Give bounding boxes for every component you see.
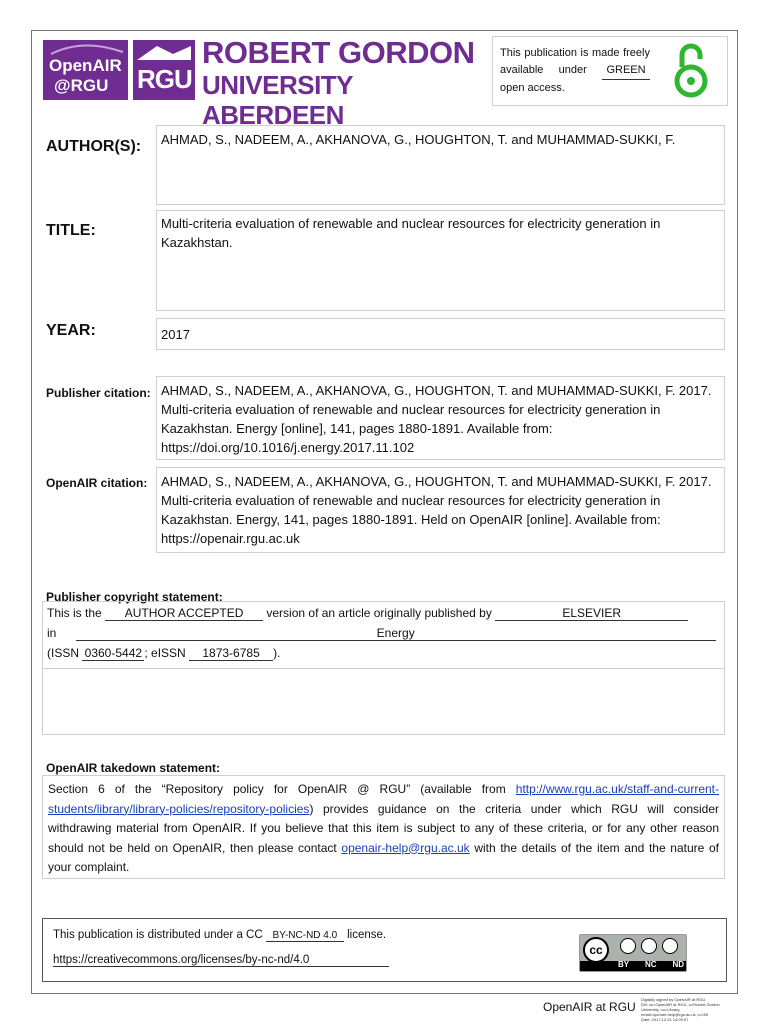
signature-line: email=openair-help@rgu.ac.uk, c=GB <box>641 1012 708 1017</box>
copyright-version: AUTHOR ACCEPTED <box>105 606 263 621</box>
policy-link[interactable]: http://www.rgu.ac.uk/staff-and-current-students/library/library-policies/repository-policies <box>48 782 719 816</box>
takedown-heading: OpenAIR takedown statement: <box>46 761 221 775</box>
year-label: YEAR: <box>46 322 96 339</box>
takedown-box <box>42 775 725 879</box>
nd-equals-icon <box>662 938 678 954</box>
university-line1: ROBERT GORDON <box>202 35 475 70</box>
signature-line: Digitally signed by OpenAIR at RGU <box>641 997 706 1002</box>
copyright-publisher: ELSEVIER <box>495 606 688 621</box>
openair-citation-box <box>156 467 725 553</box>
year-value: 2017 <box>161 327 190 342</box>
access-text-2: open access. <box>500 82 565 94</box>
copyright-text-eissn: ; eISSN <box>144 646 186 660</box>
takedown-text-2: ) provides guidance on the criteria under which RGU will consider withdrawing material from OpenAIR. If you believe that this item is subject to any of these criteria, or for any other reason should not be held on OpenAIR, then please contact <box>48 801 719 855</box>
year-value-box <box>156 318 725 350</box>
copyright-journal: Energy <box>76 626 716 641</box>
copyright-issn: 0360-5442 <box>82 646 144 661</box>
signature-line: University, ou=Library, <box>641 1007 681 1012</box>
university-name <box>202 35 487 130</box>
nc-dollar-icon <box>641 938 657 954</box>
rgu-logo-text: RGU <box>137 64 192 94</box>
openair-logo-line1: OpenAIR <box>49 56 122 75</box>
openair-logo <box>43 40 128 100</box>
openair-citation-value: AHMAD, S., NADEEM, A., AKHANOVA, G., HOUGHTON, T. and MUHAMMAD-SUKKI, F. 2017. Multi-criteria evaluation of renewable and nuclear resources for electricity generation in Kazakhstan. Energy, 141, pages 1880-1891. Held on OpenAIR [online]. Available from: https://openair.rgu.ac.uk <box>161 474 712 546</box>
copyright-text-close: ). <box>273 646 281 660</box>
title-value-box <box>156 210 725 311</box>
cc-badge-labels <box>618 960 684 969</box>
copyright-line3 <box>47 646 280 661</box>
publisher-citation-value: AHMAD, S., NADEEM, A., AKHANOVA, G., HOUGHTON, T. and MUHAMMAD-SUKKI, F. 2017. Multi-criteria evaluation of renewable and nuclear resources for electricity generation in Kazakhstan. Energy [online], 141, pages 1880-1891. Available from: https://doi.org/10.1016/j.energy.2017.11.102 <box>161 383 712 455</box>
university-line2 <box>202 70 487 130</box>
open-access-text <box>500 45 650 97</box>
cc-badge-nd: ND <box>672 960 684 969</box>
authors-value: AHMAD, S., NADEEM, A., AKHANOVA, G., HOUGHTON, T. and MUHAMMAD-SUKKI, F. <box>161 132 676 147</box>
copyright-line1 <box>47 606 722 621</box>
authors-value-box <box>156 125 725 205</box>
university-line2-b: ABERDEEN <box>202 100 344 130</box>
access-type: GREEN <box>602 62 650 80</box>
copyright-text-issn: (ISSN <box>47 646 80 660</box>
license-url[interactable]: https://creativecommons.org/licenses/by-nc-nd/4.0 <box>53 954 389 967</box>
openair-citation-label: OpenAIR citation: <box>46 476 148 490</box>
publisher-citation-label: Publisher citation: <box>46 386 151 400</box>
takedown-text-1: Section 6 of the “Repository policy for OpenAIR @ RGU” (available from <box>48 782 506 796</box>
cc-badge-nc: NC <box>645 960 657 969</box>
copyright-text-this-is-the: This is the <box>47 606 102 620</box>
rgu-roof-icon <box>133 42 195 64</box>
license-line2 <box>53 954 389 967</box>
signature-line: Date: 2017.12.01 14:09:57 <box>641 1017 689 1022</box>
cc-badge-by: BY <box>618 960 630 969</box>
rgu-logo <box>133 40 195 100</box>
openair-logo-line2: @RGU <box>54 76 109 95</box>
open-access-lock-icon <box>673 43 709 101</box>
takedown-text-3: with the details of the item and the nature of your complaint. <box>48 840 719 874</box>
license-text-2: license. <box>347 929 387 941</box>
open-access-box <box>492 36 728 106</box>
cc-badge-cc: cc <box>589 943 603 957</box>
cc-by-nc-nd-badge-icon <box>579 934 687 972</box>
university-line2-a: UNIVERSITY <box>202 70 353 100</box>
by-person-icon <box>620 938 636 954</box>
license-box <box>42 918 727 982</box>
copyright-text-in: in <box>47 626 57 640</box>
access-text-1: This publication is made freely available under <box>500 47 650 76</box>
publisher-citation-box <box>156 376 725 460</box>
copyright-line2 <box>47 626 722 641</box>
title-label: TITLE: <box>46 222 96 239</box>
copyright-eissn: 1873-6785 <box>189 646 273 661</box>
license-code: BY-NC-ND 4.0 <box>266 930 344 942</box>
signature-block <box>641 997 741 1022</box>
openair-at-rgu: OpenAIR at RGU <box>543 1000 636 1014</box>
copyright-heading: Publisher copyright statement: <box>46 590 223 604</box>
authors-label: AUTHOR(S): <box>46 138 142 155</box>
email-link[interactable]: openair-help@rgu.ac.uk <box>341 840 470 855</box>
copyright-box <box>42 601 725 735</box>
copyright-text-version-of: version of an article originally published by <box>266 606 492 620</box>
license-line1 <box>53 929 386 942</box>
copyright-divider <box>43 668 724 669</box>
signature-line: DN: cn=OpenAIR at RGU, o=Robert Gordon <box>641 1002 720 1007</box>
cc-circle-icon <box>583 937 609 963</box>
title-value: Multi-criteria evaluation of renewable and nuclear resources for electricity generation in Kazakhstan. <box>161 216 661 250</box>
license-text-1: This publication is distributed under a CC <box>53 929 263 941</box>
